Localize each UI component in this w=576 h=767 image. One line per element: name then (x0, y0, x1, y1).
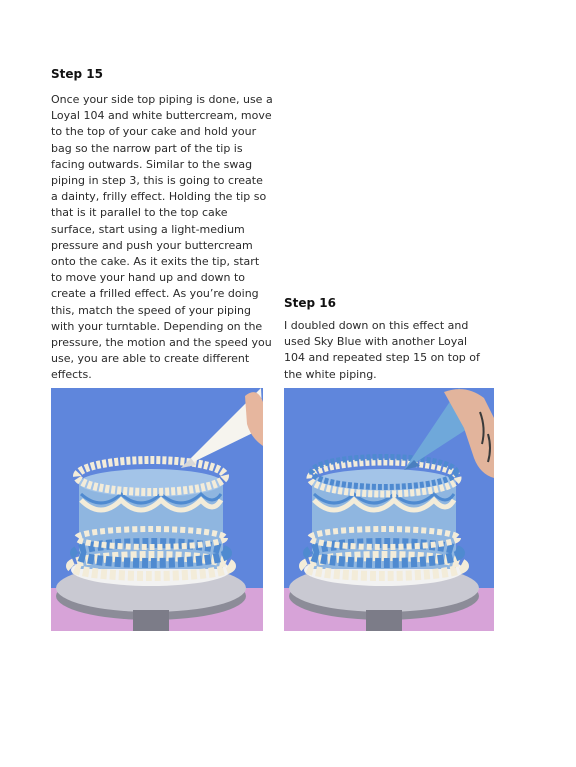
step-15-title: Step 15 (51, 67, 103, 81)
step-16-instructions: I doubled down on this effect and used Sky Blue with another Loyal 104 and repeated step 15 on top of the white piping. (284, 319, 480, 381)
step-15-instructions: Once your side top piping is done, use a Loyal 104 and white buttercream, move to the top of your cake and hold your bag so the narrow part of the tip is facing outwards. Similar to the swag piping in step 3, this is going to create a dainty, frilly effect. Holding the tip so that is it parallel to the top cake surface, start using a light-medium pressure and push your buttercream onto the cake. As it exits the tip, start to move your hand up and down to create a frilled effect. As you’re doing this, match the speed of your piping with your turntable. Depending on the pressure, the motion and the speed you use, you are able to create different effects. (51, 93, 273, 382)
step-16-title: Step 16 (284, 296, 336, 310)
step-15-cake-photo (51, 388, 263, 631)
step-16-cake-photo (284, 388, 494, 631)
